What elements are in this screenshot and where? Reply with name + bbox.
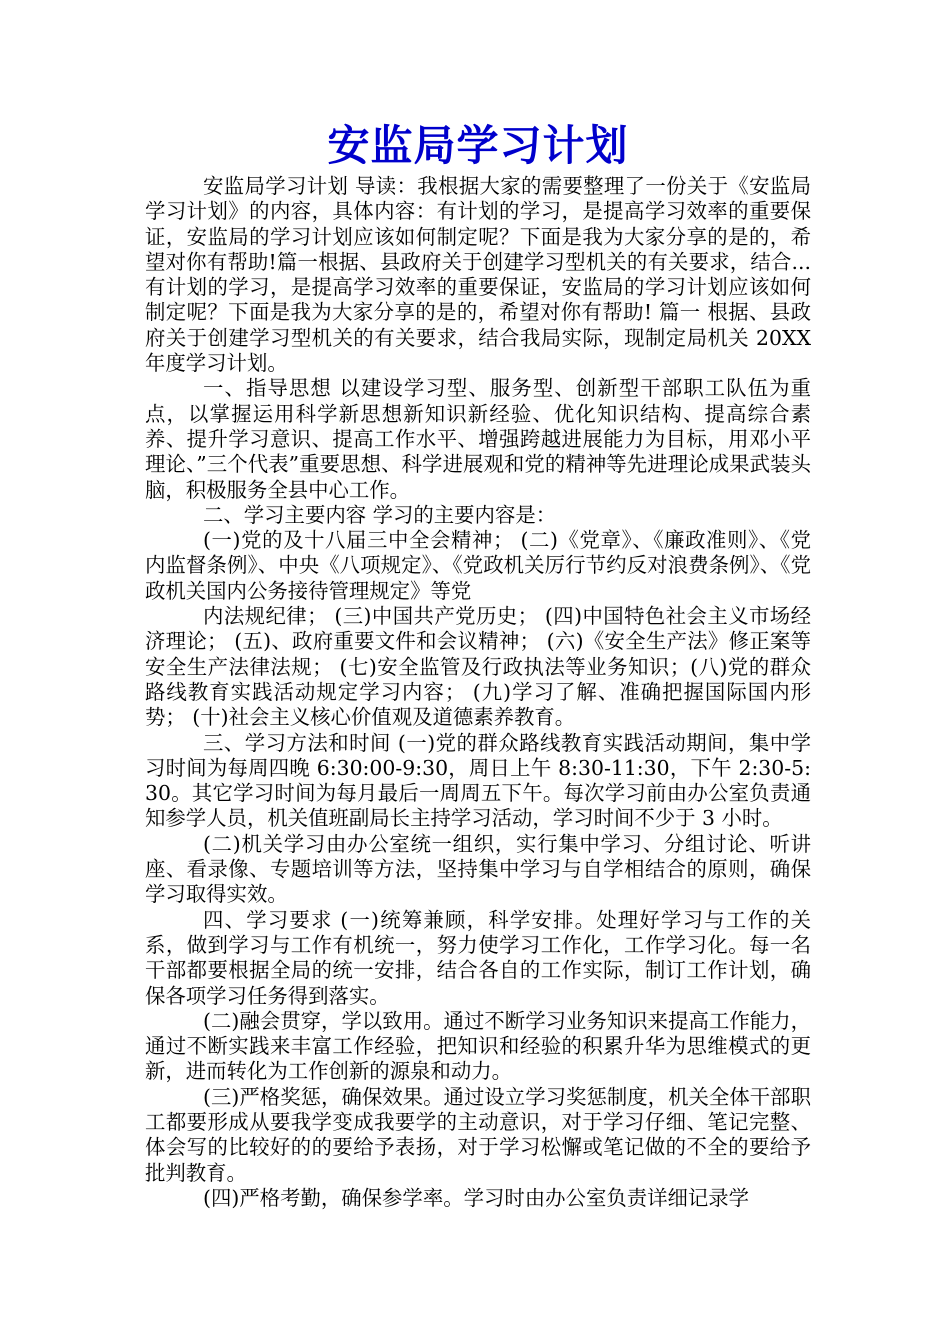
paragraph-study-requirements-4: (四)严格考勤，确保参学率。学习时由办公室负责详细记录学 bbox=[203, 1185, 750, 1210]
document-page bbox=[145, 118, 811, 1211]
paragraph-study-requirements-2: (二)融会贯穿，学以致用。通过不断学习业务知识来提高工作能力，通过不断实践来丰富工作经验，把知识和经验的积累升华为思维模式的更新，进而转化为工作创新的源泉和动力。 bbox=[145, 1008, 811, 1084]
paragraph-study-content-heading: 二、学习主要内容 学习的主要内容是： bbox=[203, 502, 557, 527]
paragraph-study-requirements-3: (三)严格奖惩，确保效果。通过设立学习奖惩制度，机关全体干部职工都要形成从要我学变成我要学的主动意识，对于学习仔细、笔记完整、体会写的比较好的的要给予表扬，对于学习松懈或笔记做的不全的要给予批判教育。 bbox=[145, 1084, 811, 1185]
paragraph-guiding-ideology: 一、指导思想 以建设学习型、服务型、创新型干部职工队伍为重点，以掌握运用科学新思想新知识新经验、优化知识结构、提高综合素养、提升学习意识、提高工作水平、增强跨越进展能力为目标，用邓小平理论、”三个代表”重要思想、科学进展观和党的精神等先进理论成果武装头脑，积极服务全县中心工作。 bbox=[145, 376, 811, 502]
paragraph-study-content-2: 内法规纪律； (三)中国共产党历史； (四)中国特色社会主义市场经济理论； (五)、政府重要文件和会议精神； (六)《安全生产法》修正案等安全生产法律法规； (七)安全监管及行政执法等业务知识；(八)党的群众路线教育实践活动规定学习内容； (九)学习了解、准确把握国际国内形势； (十)社会主义核心价值观及道德素养教育。 bbox=[145, 604, 811, 730]
paragraph-intro: 安监局学习计划 导读：我根据大家的需要整理了一份关于《安监局学习计划》的内容，具体内容：有计划的学习，是提高学习效率的重要保证，安监局的学习计划应该如何制定呢？下面是我为大家分享的是的，希望对你有帮助!篇一根据、县政府关于创建学习型机关的有关要求，结合... 有计划的学习，是提高学习效率的重要保证，安监局的学习计划应该如何制定呢？下面是我为大家分享的是的，希望对你有帮助! 篇一 根据、县政府关于创建学习型机关的有关要求，结合我局实际，现制定局机关 20XX 年度学习计划。 bbox=[145, 174, 811, 376]
paragraph-study-method-time: 三、学习方法和时间 (一)党的群众路线教育实践活动期间，集中学习时间为每周四晚 6:30:00-9:30，周日上午 8:30-11:30，下午 2:30-5:30。其它学习时间为每月最后一周周五下午。每次学习前由办公室负责通知参学人员，机关值班副局长主持学习活动，学习时间不少于 3 小时。 bbox=[145, 730, 811, 831]
paragraph-study-requirements-1: 四、学习要求 (一)统筹兼顾，科学安排。处理好学习与工作的关系，做到学习与工作有机统一，努力使学习工作化，工作学习化。每一名干部都要根据全局的统一安排，结合各自的工作实际，制订工作计划，确保各项学习任务得到落实。 bbox=[145, 907, 811, 1008]
paragraph-study-method-2: (二)机关学习由办公室统一组织，实行集中学习、分组讨论、听讲座、看录像、专题培训等方法，坚持集中学习与自学相结合的原则，确保学习取得实效。 bbox=[145, 831, 811, 907]
paragraph-study-content-1: (一)党的及十八届三中全会精神； (二)《党章》、《廉政准则》、《党内监督条例》、中央《八项规定》、《党政机关厉行节约反对浪费条例》、《党政机关国内公务接待管理规定》等党 bbox=[145, 528, 811, 603]
document-title: 安监局学习计划 bbox=[327, 121, 629, 170]
